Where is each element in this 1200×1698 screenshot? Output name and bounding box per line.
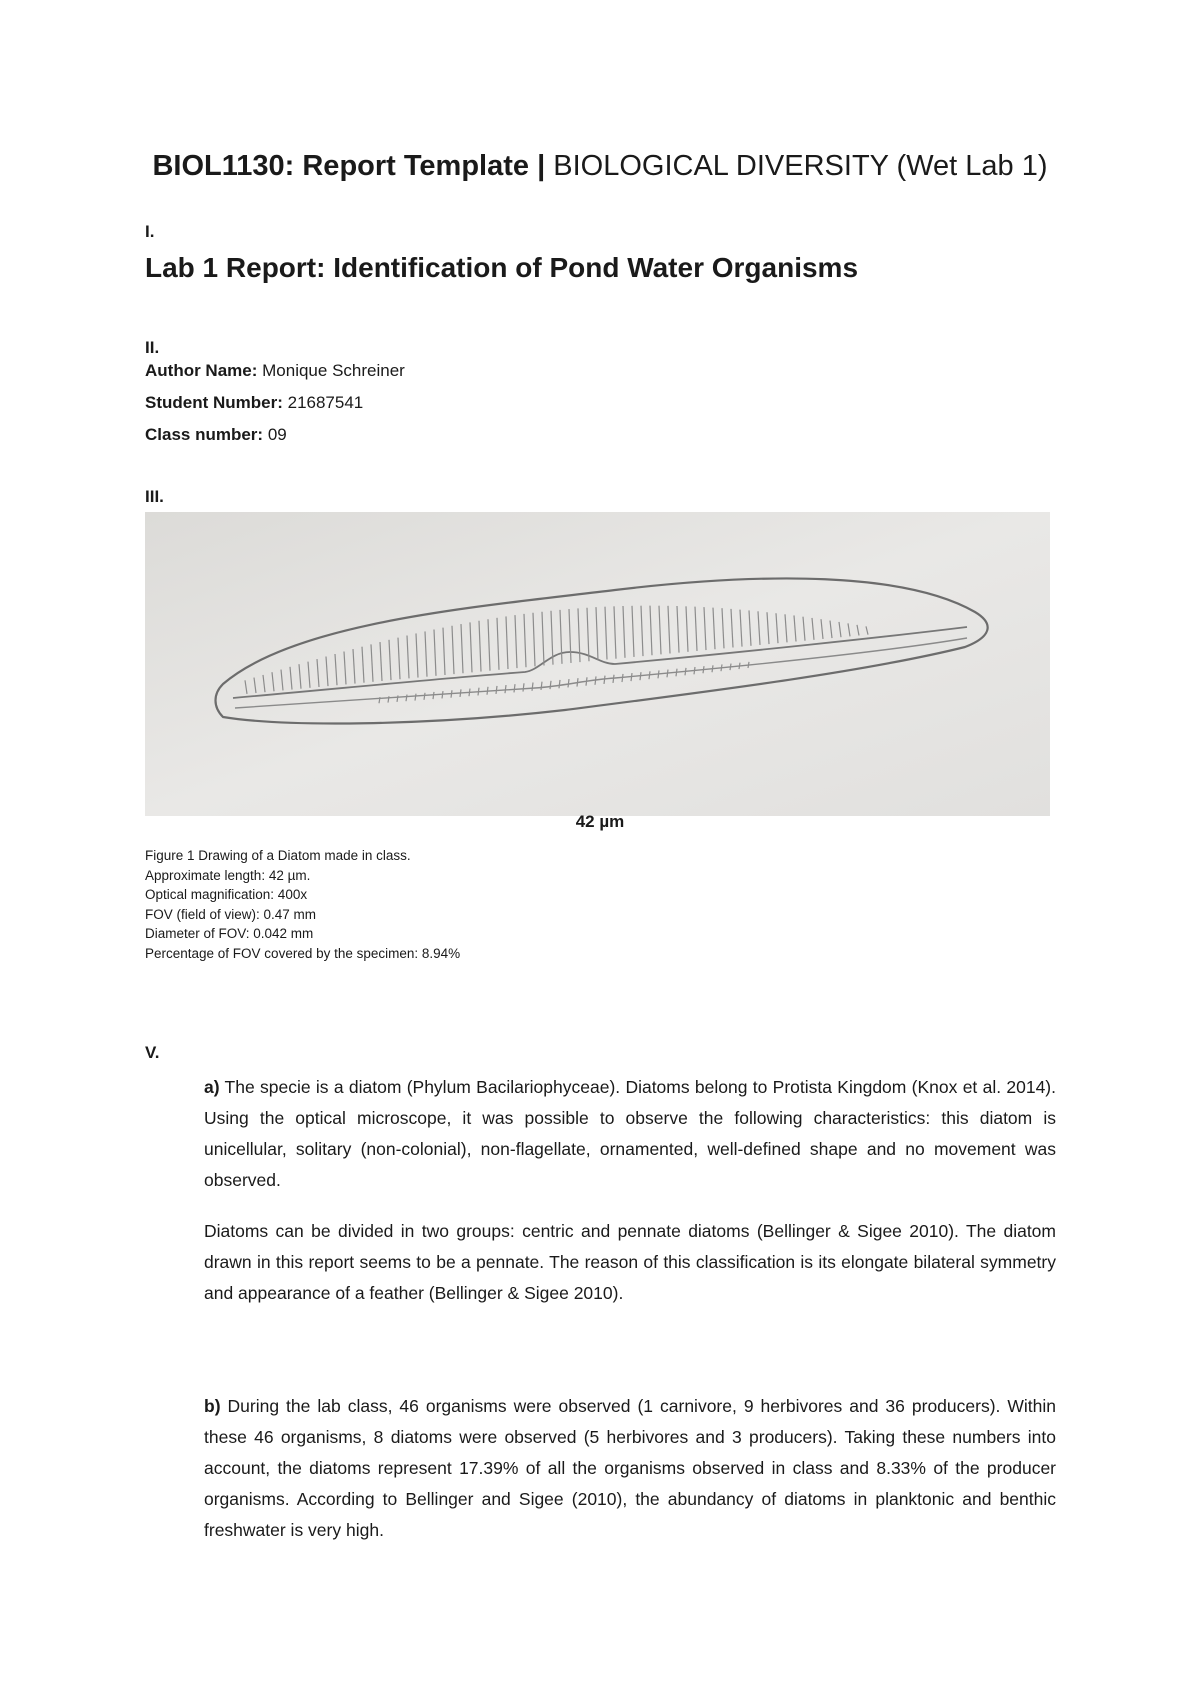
figure-caption bbox=[145, 846, 460, 963]
paragraph-b bbox=[204, 1391, 1056, 1546]
section-marker-2: II. bbox=[145, 338, 160, 357]
paragraph-b-label: b) bbox=[204, 1396, 221, 1416]
paragraph-a bbox=[204, 1072, 1056, 1196]
diatom-drawing-figure bbox=[145, 512, 1050, 816]
section-marker-3: III. bbox=[145, 487, 164, 506]
class-number-label: Class number: bbox=[145, 425, 264, 444]
paragraph-a-label: a) bbox=[204, 1077, 220, 1097]
student-number-line bbox=[145, 393, 363, 413]
caption-line: FOV (field of view): 0.47 mm bbox=[145, 906, 317, 922]
scale-label: 42 µm bbox=[575, 812, 625, 831]
author-label: Author Name: bbox=[145, 361, 258, 380]
student-number-label: Student Number: bbox=[145, 393, 283, 412]
class-number-value: 09 bbox=[263, 425, 287, 444]
paragraph-a2: Diatoms can be divided in two groups: centric and pennate diatoms (Bellinger & Sigee 2010). The diatom drawn in this report seems to be a pennate. The reason of this classification is its elongate bilateral symmetry and appearance of a feather (Bellinger & Sigee 2010). bbox=[204, 1221, 1056, 1303]
caption-line: Diameter of FOV: 0.042 mm bbox=[145, 926, 314, 941]
section-marker-1: I. bbox=[145, 222, 155, 241]
paragraph-a-text: The specie is a diatom (Phylum Bacilariophyceae). Diatoms belong to Protista Kingdom (Knox et al. 2014). Using the optical microscope, it was possible to observe the following characteristics: this diatom is unicellular, solitary (non-colonial), non-flagellate, ornamented, well-defined shape and no movement was observed. bbox=[204, 1077, 1056, 1190]
caption-line: Approximate length: 42 µm. bbox=[145, 867, 311, 883]
author-value: Monique Schreiner bbox=[257, 361, 405, 380]
report-title: Lab 1 Report: Identification of Pond Water Organisms bbox=[145, 252, 859, 283]
paragraph-b-text: During the lab class, 46 organisms were observed (1 carnivore, 9 herbivores and 36 producers). Within these 46 organisms, 8 diatoms were observed (5 herbivores and 3 producers). Taking these numbers into account, the diatoms represent 17.39% of all the organisms observed in class and 8.33% of the producer organisms. According to Bellinger and Sigee (2010), the abundancy of diatoms in planktonic and benthic freshwater is very high. bbox=[204, 1396, 1056, 1540]
class-number-line bbox=[145, 425, 287, 445]
caption-line: Percentage of FOV covered by the specimen: 8.94% bbox=[145, 945, 461, 961]
caption-line: Optical magnification: 400x bbox=[145, 887, 308, 902]
author-line bbox=[145, 361, 405, 381]
document-title bbox=[0, 150, 1200, 183]
student-number-value: 21687541 bbox=[282, 393, 364, 412]
document-title-bold: BIOL1130: Report Template | bbox=[152, 150, 546, 182]
section-marker-5: V. bbox=[145, 1043, 160, 1062]
caption-line: Figure 1 Drawing of a Diatom made in class. bbox=[145, 848, 411, 863]
document-title-rest: BIOLOGICAL DIVERSITY (Wet Lab 1) bbox=[545, 150, 1048, 182]
diatom-drawing bbox=[145, 512, 1050, 816]
